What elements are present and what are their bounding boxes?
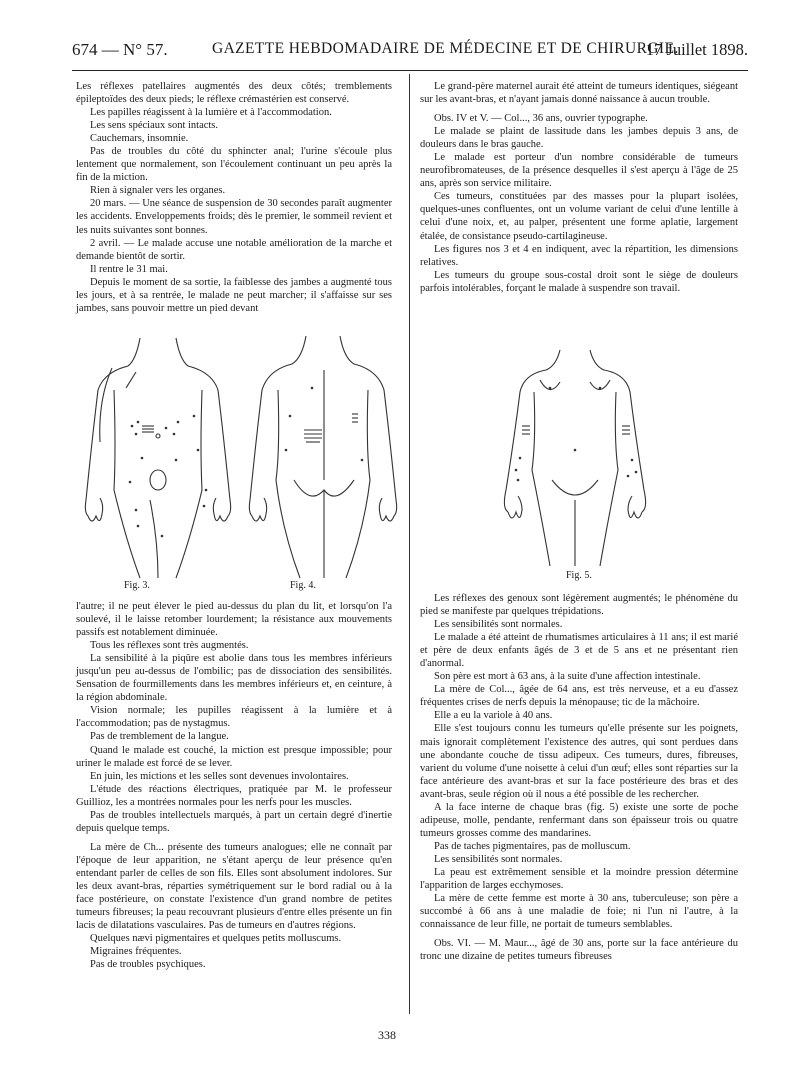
paragraph: Pas de troubles intellectuels marqués, à part un certain degré d'inertie depuis quelque temps. [76, 809, 392, 834]
issue-date: 17 Juillet 1898. [645, 40, 748, 59]
paragraph: Le malade est porteur d'un nombre considérable de tumeurs neurofibromateuses, de la présence desquelles il s'est aperçu à l'âge de 25 ans, après son service militaire. [420, 152, 738, 190]
paragraph: Ces tumeurs, constituées par des masses pour la plupart isolées, quelques-unes confluentes, ont un volume variant de celui d'une lentille à celui d'une noix, et, au palper, présentent une forme aplatie, largement étalée, de consistance pseudo-cartilagineuse. [420, 191, 738, 242]
header-rule [72, 70, 748, 71]
left-column-top [76, 80, 392, 315]
paragraph: Les figures nos 3 et 4 en indiquent, avec la répartition, les dimensions relatives. [420, 243, 738, 268]
running-header [72, 40, 748, 64]
paragraph: Le malade a été atteint de rhumatismes articulaires à 11 ans; il est marié et père de deux enfants âgés de 3 et de 5 ans et ne présentant rien d'anormal. [420, 632, 738, 670]
figure-5-caption: Fig. 5. [566, 570, 592, 581]
figure-5-drawing [490, 340, 660, 570]
paragraph: Le malade se plaint de lassitude dans les jambes depuis 3 ans, de douleurs dans le bras gauche. [420, 126, 738, 151]
paragraph: Quelques nævi pigmentaires et quelques petits molluscums. [90, 933, 342, 945]
paragraph: Les tumeurs du groupe sous-costal droit sont le siège de douleurs parfois intolérables, forçant le malade à suspendre son travail. [420, 269, 738, 294]
page-number: 674 — N° 57. [72, 40, 168, 59]
figure-4-caption: Fig. 4. [290, 580, 316, 591]
paragraph: Les réflexes patellaires augmentés des deux côtés; tremblements épileptoïdes des deux pieds; le réflexe crémastérien est conservé. [76, 81, 392, 106]
paragraph: Pas de troubles du côté du sphincter anal; l'urine s'écoule plus lentement que normalement, son l'écoulement continuant un peu après la fin de la miction. [76, 146, 392, 184]
paragraph: Il rentre le 31 mai. [90, 263, 168, 275]
paragraph: Tous les réflexes sont très augmentés. [90, 640, 249, 652]
observation-heading: Obs. VI. — M. Maur..., âgé de 30 ans, porte sur la face antérieure du tronc une dizaine de petites tumeurs fibreuses [420, 938, 738, 963]
paragraph: l'autre; il ne peut élever le pied au-dessus du plan du lit, et lorsqu'on l'a soulevé, il le laisse retomber lourdement; la résistance aux mouvements passifs est notablement diminuée. [76, 601, 392, 639]
paragraph: Les papilles réagissent à la lumière et à l'accommodation. [90, 107, 332, 119]
journal-title: GAZETTE HEBDOMADAIRE DE MÉDECINE ET DE CHIRURGIE. [212, 40, 679, 57]
column-divider [409, 74, 410, 1014]
figure-4-drawing [240, 330, 405, 580]
figure-3-drawing [78, 330, 238, 580]
paragraph: La sensibilité à la piqûre est abolie dans tous les membres inférieurs jusqu'un peu au-dessus de l'ombilic; pas de dissociation des sensibilités. Sensation de fourmillements dans les membres inférieurs et, en ceinture, à la région abdominale. [76, 653, 392, 704]
paragraph: Cauchemars, insomnie. [90, 133, 189, 145]
paragraph: Pas de tremblement de la langue. [90, 731, 229, 743]
paragraph: En juin, les mictions et les selles sont devenues involontaires. [90, 770, 349, 782]
paragraph: Le grand-père maternel aurait été atteint de tumeurs identiques, siégeant sur les avant-bras, et n'ayant jamais donné naissance à aucun trouble. [420, 81, 738, 106]
paragraph: Les sensibilités sont normales. [434, 853, 563, 865]
figure-3-caption: Fig. 3. [124, 580, 150, 591]
paragraph: La mère de Col..., âgée de 64 ans, est très nerveuse, et a eu d'assez fréquentes crises de nerfs depuis la ménopause; tic de la mâchoire. [420, 684, 738, 709]
paragraph: Migraines fréquentes. [90, 946, 182, 958]
paragraph: Vision normale; les pupilles réagissent à la lumière et à l'accommodation; pas de nystagmus. [76, 705, 392, 730]
paragraph: Depuis le moment de sa sortie, la faiblesse des jambes a augmenté tous les jours, et à sa rentrée, le malade ne peut marcher; il s'affaisse sur ses jambes, sans pouvoir mettre un pied devant [76, 276, 392, 314]
paragraph: L'étude des réactions électriques, pratiquée par M. le professeur Guillioz, les a montrées normales pour les nerfs pour les muscles. [76, 783, 392, 808]
paragraph: Quand le malade est couché, la miction est presque impossible; pour uriner le malade est forcé de se lever. [76, 744, 392, 769]
paragraph: Pas de taches pigmentaires, pas de molluscum. [434, 840, 631, 852]
paragraph: A la face interne de chaque bras (fig. 5) existe une sorte de poche adipeuse, molle, pendante, renfermant dans son épaisseur trois ou quatre tumeurs grosses comme des mandarines. [420, 801, 738, 839]
paragraph: Rien à signaler vers les organes. [90, 185, 226, 197]
paragraph: Les réflexes des genoux sont légèrement augmentés; le phénomène du pied se manifeste par quelques trépidations. [420, 593, 738, 618]
paragraph: Son père est mort à 63 ans, à la suite d'une affection intestinale. [434, 671, 701, 683]
paragraph: La mère de cette femme est morte à 30 ans, tuberculeuse; son père a succombé à 66 ans à une maladie de foie; ni l'un ni l'autre, à la connaissance de leur fille, ne portait de tumeurs semblables. [420, 893, 738, 931]
left-column-bottom [76, 600, 392, 971]
folio-number: 338 [378, 1028, 396, 1042]
paragraph: 20 mars. — Une séance de suspension de 30 secondes paraît augmenter les accidents. Enveloppements froids; dès le premier, le sommeil revient et les nuits suivantes sont bonnes. [76, 198, 392, 236]
paragraph: Elle s'est toujours connu les tumeurs qu'elle présente sur les poignets, mais ignorait complètement l'existence des autres, qui sont perdues dans une abondante couche de tissu adipeux. Ces tumeurs, dures, fibreuses, varient du volume d'une noisette à celui d'un œuf; elles sont réparties sur la face antérieure des avant-bras et sur la face postérieure des bras et des avant-bras, seule région où il nous a été possible de les rechercher. [420, 723, 738, 800]
observation-heading: Obs. IV et V. — Col..., 36 ans, ouvrier typographe. [434, 113, 648, 125]
paragraph: Les sensibilités sont normales. [434, 619, 563, 631]
paragraph: Les sens spéciaux sont intacts. [90, 120, 219, 132]
right-column-bottom [420, 592, 738, 963]
right-column-top [420, 80, 738, 295]
paragraph: Elle a eu la variole à 40 ans. [434, 710, 553, 722]
paragraph: 2 avril. — Le malade accuse une notable amélioration de la marche et demande bientôt de sortir. [76, 237, 392, 262]
paragraph: La peau est extrêmement sensible et la moindre pression détermine l'apparition de larges ecchymoses. [420, 866, 738, 892]
paragraph: Pas de troubles psychiques. [90, 959, 206, 971]
paragraph: La mère de Ch... présente des tumeurs analogues; elle ne connaît par l'époque de leur apparition, ne s'étant aperçu de leur présence qu'en entendant parler de celles de son fils. Elles sont absolument indolores. Sur les deux avant-bras, réparties symétriquement sur le bord radial ou à la face postérieure, on constate l'existence d'un grand nombre de petites tumeurs fibreuses; la peau recouvrant plusieurs d'entre elles présente un fin lacis de dilatations vasculaires. Pas de tumeurs en d'autres régions. [76, 841, 392, 932]
